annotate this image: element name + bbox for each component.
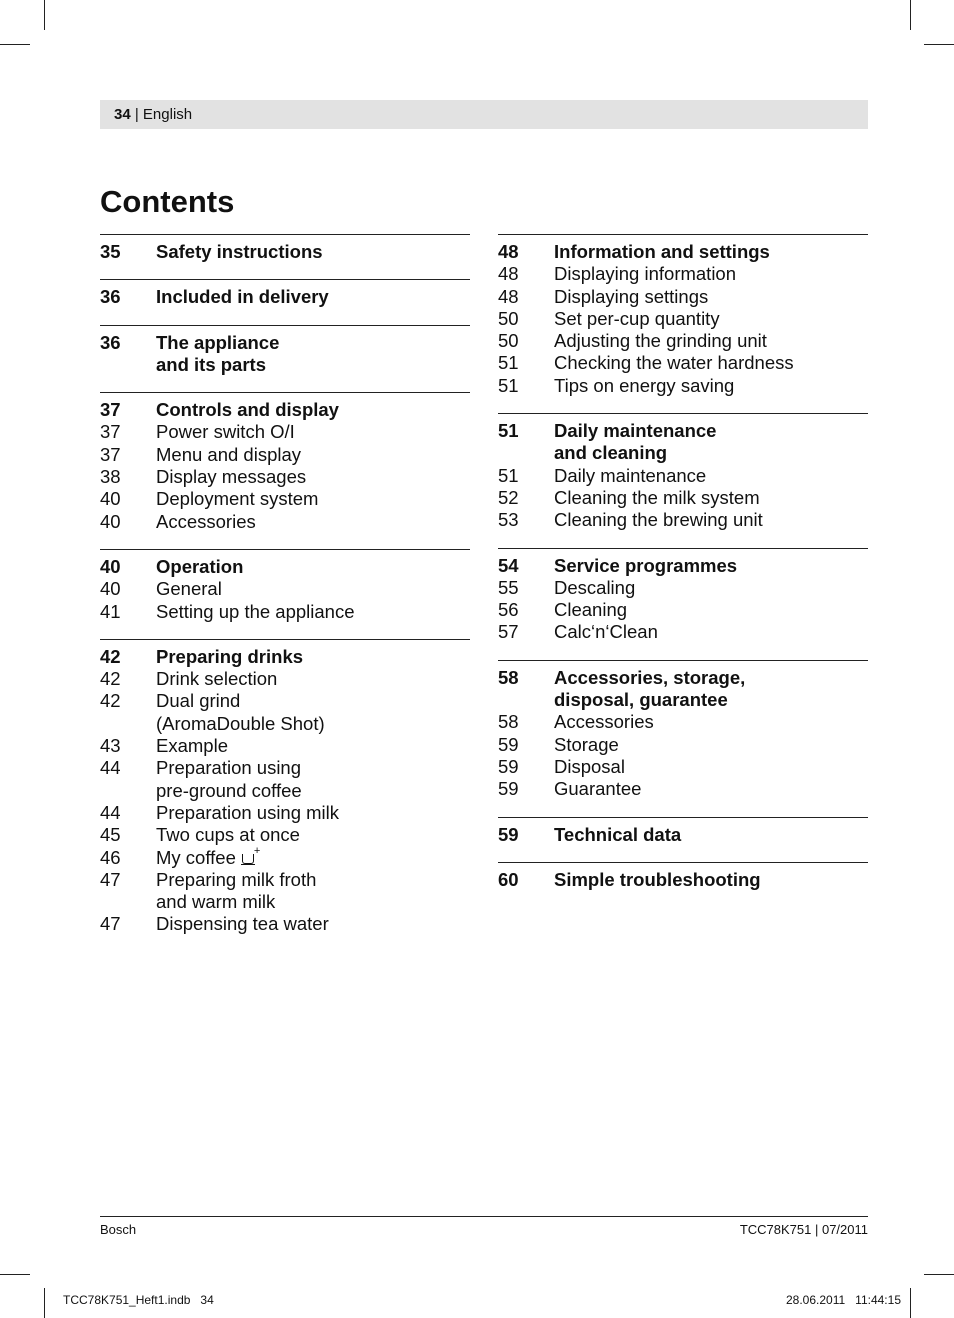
entry-page-number: 52 xyxy=(498,486,519,508)
section-page-number: 51 xyxy=(498,420,519,442)
entry-text: Drink selection xyxy=(156,668,278,690)
footer-rule xyxy=(100,1216,868,1217)
entry-text: Display messages xyxy=(156,466,307,488)
section-page-number: 42 xyxy=(100,645,121,667)
entry-text-wrap xyxy=(156,824,470,846)
entry-text-wrap xyxy=(156,511,470,533)
entry-text: My coffee xyxy=(156,846,236,868)
entry-text-wrap xyxy=(156,578,470,600)
section-heading xyxy=(100,286,470,308)
entry-text: Tips on energy saving xyxy=(554,374,735,396)
entry-text: Setting up the appliance xyxy=(156,600,355,622)
toc-entry xyxy=(498,778,868,800)
entry-text-wrap xyxy=(554,330,868,352)
entry-page-number: 50 xyxy=(498,330,519,352)
entry-page-number: 56 xyxy=(498,599,519,621)
toc-section xyxy=(498,548,868,660)
toc-entry xyxy=(498,756,868,778)
toc-entry xyxy=(498,263,868,285)
entry-text: General xyxy=(156,578,222,600)
footer-model-date: TCC78K751 | 07/2011 xyxy=(739,1222,868,1237)
entry-text-wrap xyxy=(156,421,470,443)
entry-text: Displaying settings xyxy=(554,285,709,307)
entry-text: Menu and display xyxy=(156,443,302,465)
entry-text: Example xyxy=(156,735,228,757)
entry-text-wrap xyxy=(156,444,470,466)
toc-entry xyxy=(498,577,868,599)
section-page-number: 54 xyxy=(498,554,519,576)
section-title: Information and settings xyxy=(554,241,770,262)
header-text xyxy=(114,106,192,123)
header-separator: | xyxy=(130,106,143,123)
entry-page-number: 41 xyxy=(100,600,121,622)
entry-page-number: 58 xyxy=(498,711,519,733)
toc-entry xyxy=(100,802,470,824)
entry-text-wrap xyxy=(554,756,868,778)
entry-text: Adjusting the grinding unit xyxy=(554,330,767,352)
entry-text-wrap xyxy=(156,466,470,488)
entry-page-number: 38 xyxy=(100,466,121,488)
toc-entry xyxy=(498,621,868,643)
entry-text: Guarantee xyxy=(554,778,642,800)
section-page-number: 37 xyxy=(100,399,121,421)
toc-entry xyxy=(100,444,470,466)
entry-text: Accessories xyxy=(156,510,256,532)
entry-text-wrap xyxy=(554,375,868,397)
entry-page-number: 40 xyxy=(100,578,121,600)
slug-file: TCC78K751_Heft1.indb 34 xyxy=(63,1293,214,1307)
entry-text: Power switch O/I xyxy=(156,421,295,443)
entry-text: Cleaning xyxy=(554,599,628,621)
section-page-number: 59 xyxy=(498,823,519,845)
toc-section xyxy=(100,325,470,393)
section-title: The appliance and its parts xyxy=(156,331,280,375)
section-heading xyxy=(498,555,868,577)
section-page-number: 60 xyxy=(498,868,519,890)
entry-text: Storage xyxy=(554,733,619,755)
toc-entry xyxy=(100,844,470,869)
crop-mark xyxy=(910,0,911,30)
section-title: Included in delivery xyxy=(156,286,329,308)
toc-right-column xyxy=(498,234,868,907)
toc-entry xyxy=(498,487,868,509)
entry-text: Accessories xyxy=(554,711,654,733)
section-page-number: 36 xyxy=(100,286,121,308)
entry-text-wrap xyxy=(156,690,470,735)
section-page-number: 48 xyxy=(498,241,519,262)
cup-body xyxy=(242,854,254,864)
entry-page-number: 48 xyxy=(498,285,519,307)
toc-entry xyxy=(100,601,470,623)
entry-text-wrap xyxy=(156,802,470,824)
entry-text: Displaying information xyxy=(554,263,737,285)
section-title: Technical data xyxy=(554,823,682,845)
cup-plus-icon xyxy=(242,844,261,865)
slug-timestamp: 28.06.2011 11:44:15 xyxy=(786,1293,901,1307)
toc-entry xyxy=(498,375,868,397)
entry-text-wrap xyxy=(156,601,470,623)
section-heading xyxy=(100,332,470,377)
entry-text: Two cups at once xyxy=(156,824,300,846)
toc-section xyxy=(100,639,470,952)
entry-page-number: 42 xyxy=(100,668,121,690)
entry-text-wrap xyxy=(156,844,470,869)
entry-page-number: 47 xyxy=(100,868,121,890)
entry-text-wrap xyxy=(554,509,868,531)
section-title: Operation xyxy=(156,555,244,577)
section-page-number: 35 xyxy=(100,241,121,262)
entry-text: Cleaning the brewing unit xyxy=(554,509,763,531)
toc-section xyxy=(498,660,868,817)
entry-page-number: 40 xyxy=(100,510,121,532)
entry-page-number: 59 xyxy=(498,733,519,755)
entry-page-number: 45 xyxy=(100,824,121,846)
entry-text-wrap xyxy=(156,869,470,914)
entry-text: Set per-cup quantity xyxy=(554,307,720,329)
toc-entry xyxy=(498,330,868,352)
section-title: Simple troubleshooting xyxy=(554,868,761,890)
toc-section xyxy=(100,234,470,279)
entry-page-number: 37 xyxy=(100,443,121,465)
crop-mark xyxy=(924,44,954,45)
entry-page-number: 44 xyxy=(100,801,121,823)
section-page-number: 40 xyxy=(100,555,121,577)
section-title: Controls and display xyxy=(156,399,339,421)
entry-page-number: 53 xyxy=(498,509,519,531)
section-heading xyxy=(100,646,470,668)
toc-left-column xyxy=(100,234,470,952)
entry-text-wrap xyxy=(156,488,470,510)
entry-text: Preparation using pre-ground coffee xyxy=(156,757,302,801)
toc-entry xyxy=(498,711,868,733)
section-heading xyxy=(498,869,868,891)
section-heading xyxy=(100,556,470,578)
toc-entry xyxy=(498,734,868,756)
page-title: Contents xyxy=(100,184,235,219)
entry-text-wrap xyxy=(554,734,868,756)
toc-entry xyxy=(100,757,470,802)
entry-page-number: 51 xyxy=(498,374,519,396)
section-heading xyxy=(498,667,868,712)
crop-mark xyxy=(0,44,30,45)
entry-page-number: 59 xyxy=(498,778,519,800)
toc-entry xyxy=(498,308,868,330)
entry-page-number: 55 xyxy=(498,576,519,598)
entry-text: Checking the water hardness xyxy=(554,352,794,374)
toc-entry xyxy=(498,465,868,487)
section-heading xyxy=(100,399,470,421)
entry-text: Daily maintenance xyxy=(554,464,707,486)
entry-page-number: 42 xyxy=(100,690,121,712)
toc-section xyxy=(498,817,868,862)
entry-text: Disposal xyxy=(554,755,625,777)
footer-brand: Bosch xyxy=(100,1222,137,1237)
entry-text-wrap xyxy=(554,465,868,487)
entry-text-wrap xyxy=(554,308,868,330)
toc-entry xyxy=(100,668,470,690)
toc-entry xyxy=(100,690,470,735)
entry-text-wrap xyxy=(156,757,470,802)
entry-text: Dispensing tea water xyxy=(156,913,329,935)
entry-text: Cleaning the milk system xyxy=(554,486,760,508)
section-heading xyxy=(498,420,868,465)
section-title: Service programmes xyxy=(554,554,738,576)
header-language: English xyxy=(142,106,193,123)
entry-page-number: 57 xyxy=(498,621,519,643)
entry-page-number: 40 xyxy=(100,488,121,510)
crop-mark xyxy=(0,1274,30,1275)
section-title: Accessories, storage, disposal, guarantee xyxy=(554,666,746,711)
entry-page-number: 43 xyxy=(100,735,121,757)
entry-text-wrap xyxy=(554,711,868,733)
entry-page-number: 51 xyxy=(498,464,519,486)
crop-mark xyxy=(44,1288,45,1318)
entry-page-number: 44 xyxy=(100,757,121,779)
section-title: Preparing drinks xyxy=(156,645,304,667)
plus-mark: + xyxy=(253,844,261,857)
entry-text-wrap xyxy=(554,352,868,374)
section-heading xyxy=(498,241,868,263)
entry-page-number: 51 xyxy=(498,352,519,374)
entry-page-number: 47 xyxy=(100,913,121,935)
section-title: Daily maintenance and cleaning xyxy=(554,420,717,464)
entry-text-wrap xyxy=(554,778,868,800)
toc-section xyxy=(100,279,470,324)
toc-entry xyxy=(100,913,470,935)
entry-page-number: 37 xyxy=(100,421,121,443)
toc-entry xyxy=(100,824,470,846)
entry-text-wrap xyxy=(554,286,868,308)
toc-entry xyxy=(100,421,470,443)
toc-entry xyxy=(498,509,868,531)
section-page-number: 58 xyxy=(498,666,519,688)
entry-text-wrap xyxy=(156,735,470,757)
toc-section xyxy=(100,549,470,639)
entry-text: Preparation using milk xyxy=(156,801,340,823)
page-number: 34 xyxy=(114,106,131,123)
section-heading xyxy=(100,241,470,263)
cup-base xyxy=(241,864,255,866)
section-title: Safety instructions xyxy=(156,241,323,262)
toc-entry xyxy=(100,735,470,757)
toc-section xyxy=(498,862,868,907)
entry-page-number: 50 xyxy=(498,307,519,329)
entry-text: Calc‘n‘Clean xyxy=(554,621,658,643)
toc-section xyxy=(498,234,868,413)
crop-mark xyxy=(910,1288,911,1318)
entry-text-wrap xyxy=(554,577,868,599)
section-page-number: 36 xyxy=(100,331,121,353)
entry-text-wrap xyxy=(156,668,470,690)
entry-text: Dual grind (AromaDouble Shot) xyxy=(156,690,325,734)
entry-text: Deployment system xyxy=(156,488,319,510)
crop-mark xyxy=(924,1274,954,1275)
entry-text-wrap xyxy=(156,913,470,935)
entry-text: Preparing milk froth and warm milk xyxy=(156,868,317,913)
toc-entry xyxy=(100,511,470,533)
entry-text: Descaling xyxy=(554,576,636,598)
toc-entry xyxy=(100,466,470,488)
toc-entry xyxy=(100,869,470,914)
entry-page-number: 48 xyxy=(498,263,519,285)
entry-text-wrap xyxy=(554,263,868,285)
entry-text-wrap xyxy=(554,487,868,509)
toc-section xyxy=(498,413,868,547)
toc-entry xyxy=(498,352,868,374)
toc-entry xyxy=(498,286,868,308)
entry-page-number: 59 xyxy=(498,755,519,777)
crop-mark xyxy=(44,0,45,30)
toc-entry xyxy=(100,578,470,600)
entry-page-number: 46 xyxy=(100,846,121,868)
entry-text-wrap xyxy=(554,599,868,621)
section-heading xyxy=(498,824,868,846)
running-header xyxy=(100,100,868,129)
toc-section xyxy=(100,392,470,549)
entry-text-wrap xyxy=(554,621,868,643)
toc-entry xyxy=(498,599,868,621)
toc-entry xyxy=(100,488,470,510)
